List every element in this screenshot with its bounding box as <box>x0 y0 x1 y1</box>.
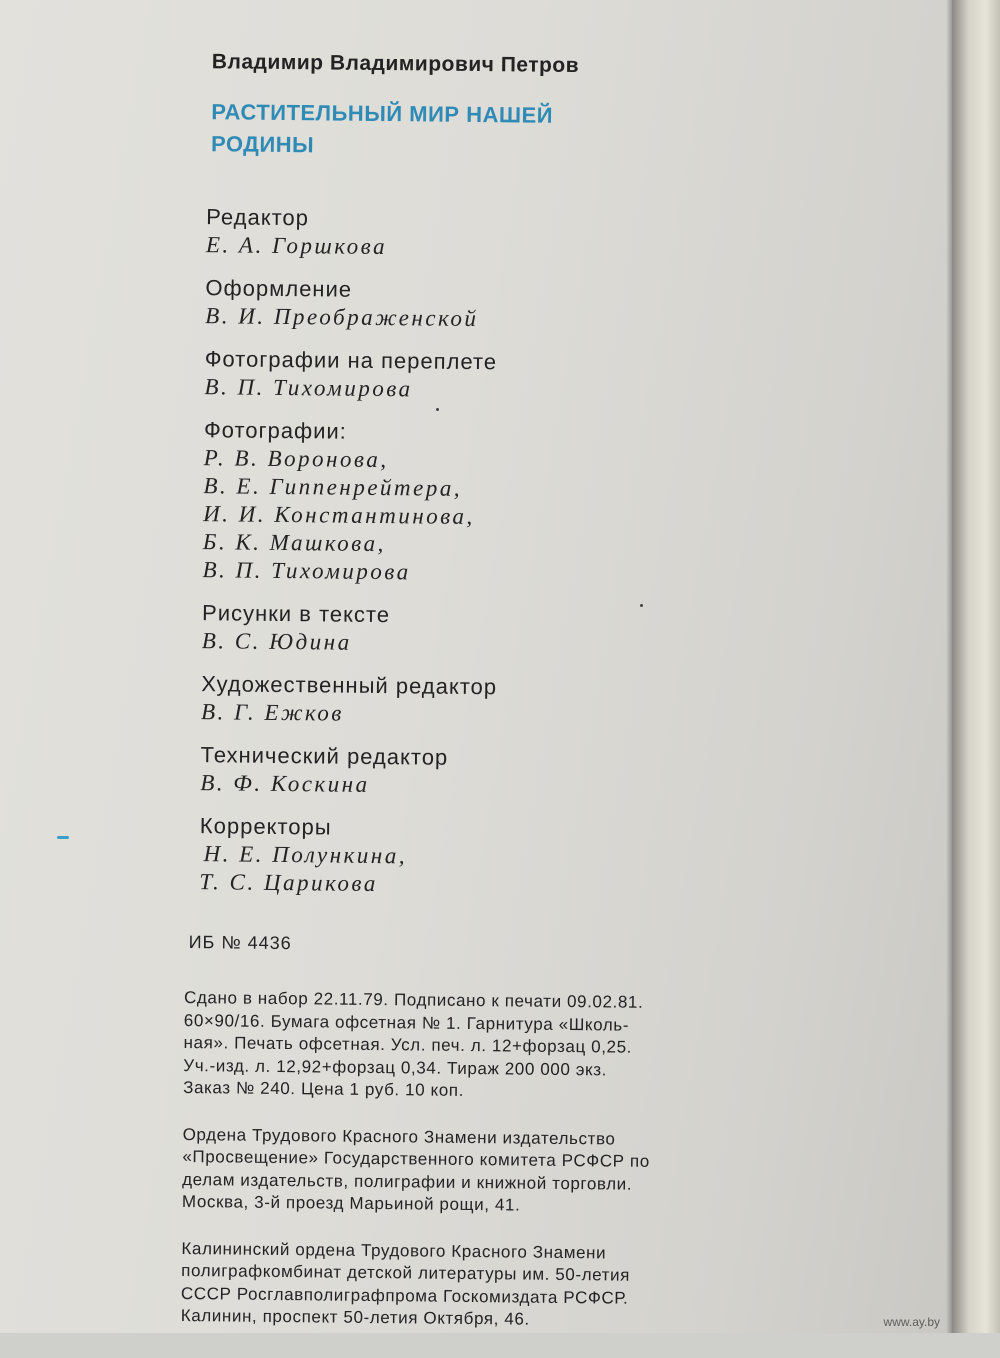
site-watermark: www.ay.by <box>883 1315 940 1329</box>
credit-person: В. Е. Гиппенрейтера, <box>203 473 463 501</box>
credit-person: В. И. Преображенской <box>205 303 479 332</box>
credits-list <box>199 202 838 903</box>
print-info-line: ная». Печать офсетная. Усл. печ. л. 12+форзац 0,25. <box>183 1032 633 1057</box>
book-title <box>211 96 840 167</box>
imprint-content <box>176 50 840 1358</box>
print-info-line: Уч.-изд. л. 12,92+форзац 0,34. Тираж 200 000 экз. <box>183 1055 608 1079</box>
author-name: Владимир Владимирович Петров <box>211 50 580 78</box>
credit-person: Р. В. Воронова, <box>203 445 389 473</box>
print-info-line: Заказ № 240. Цена 1 руб. 10 коп. <box>183 1077 465 1100</box>
credit-proofreaders <box>199 811 832 903</box>
credit-cover-photos <box>204 344 837 408</box>
credit-illustrations <box>202 598 835 662</box>
credit-role: Рисунки в тексте <box>201 600 391 628</box>
credit-person: В. П. Тихомирова <box>202 557 411 585</box>
credit-role: Фотографии на переплете <box>204 346 498 375</box>
credit-person: В. С. Юдина <box>201 628 352 655</box>
print-info-line: Сдано в набор 22.11.79. Подписано к печати 09.02.81. <box>183 987 644 1012</box>
credit-editor <box>206 202 839 266</box>
credit-role: Фотографии: <box>203 417 347 444</box>
blue-ink-mark <box>57 836 69 839</box>
book-gutter <box>952 0 1000 1333</box>
credit-tech-editor <box>200 740 833 804</box>
publisher-info-line: «Просвещение» Государственного комитета РСФСР по <box>182 1146 650 1171</box>
printer-info <box>181 1237 828 1334</box>
credit-person: И. И. Константинова, <box>203 501 475 530</box>
printer-info-line: Калинин, проспект 50-летия Октября, 46. <box>180 1305 530 1329</box>
credit-person: Б. К. Машкова, <box>202 529 386 557</box>
ib-number: ИБ № 4436 <box>188 932 292 954</box>
credit-person: Е. А. Горшкова <box>205 232 388 260</box>
credit-role: Технический редактор <box>200 742 449 770</box>
credit-photos <box>202 415 836 591</box>
credit-person: В. Ф. Коскина <box>200 770 370 797</box>
publisher-info <box>182 1123 829 1220</box>
credit-role: Оформление <box>205 275 353 302</box>
credit-person: Т. С. Царикова <box>199 869 378 897</box>
book-title-line: РОДИНЫ <box>210 131 315 158</box>
print-info-line: 60×90/16. Бумага офсетная № 1. Гарнитура «Школь- <box>183 1010 630 1035</box>
credit-person: В. П. Тихомирова <box>204 374 413 402</box>
book-title-line: РАСТИТЕЛЬНЫЙ МИР НАШЕЙ <box>211 99 554 128</box>
printer-info-line: Калининский ордена Трудового Красного Знамени <box>181 1238 607 1262</box>
publisher-info-line: Ордена Трудового Красного Знамени издательство <box>182 1124 616 1149</box>
credit-design <box>205 273 838 337</box>
credit-person: В. Г. Ежков <box>200 699 344 726</box>
credit-art-editor <box>201 669 834 733</box>
publisher-info-line: Москва, 3-й проезд Марьиной рощи, 41. <box>181 1191 521 1215</box>
printer-info-line: полиграфкомбинат детской литературы им. 50-летия <box>181 1260 631 1285</box>
print-info <box>183 987 830 1106</box>
publisher-info-line: делам издательств, полиграфии и книжной торговли. <box>182 1169 633 1194</box>
credit-person: Н. Е. Полункина, <box>203 841 408 869</box>
credit-role: Художественный редактор <box>201 671 498 700</box>
credit-role: Редактор <box>206 204 310 231</box>
printer-info-line: СССР Росглавполиграфпрома Госкомиздата РСФСР. <box>180 1283 629 1308</box>
credit-role: Корректоры <box>199 813 332 840</box>
